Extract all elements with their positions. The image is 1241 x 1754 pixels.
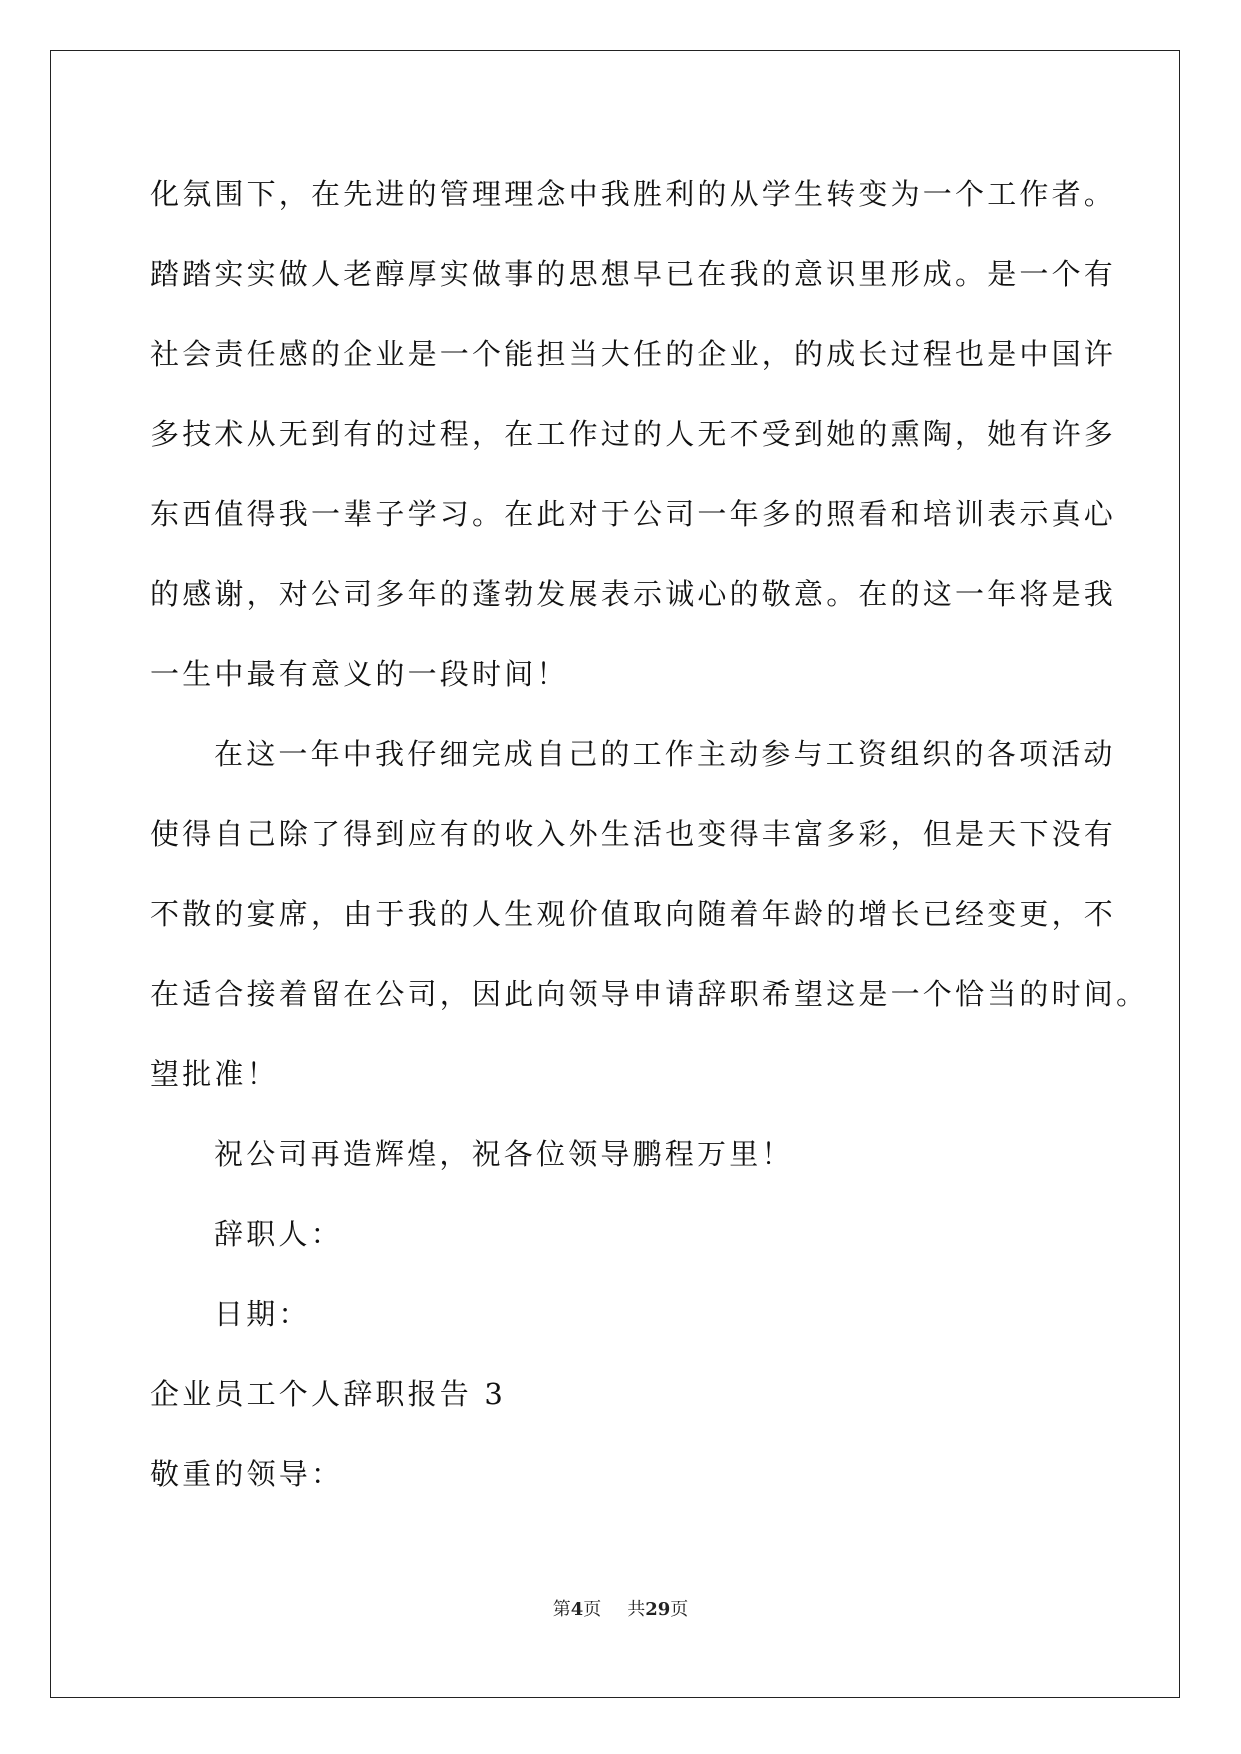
body-line-12: 望批准！ xyxy=(150,1057,279,1091)
body-line-7: 一生中最有意义的一段时间！ xyxy=(150,657,569,691)
salutation: 敬重的领导： xyxy=(150,1457,344,1491)
body-line-4: 多技术从无到有的过程，在工作过的人无不受到她的熏陶，她有许多 xyxy=(150,417,1117,451)
page-suffix: 页 xyxy=(583,1599,602,1620)
body-line-3: 社会责任感的企业是一个能担当大任的企业，的成长过程也是中国许 xyxy=(150,337,1117,371)
total-suffix: 页 xyxy=(670,1599,689,1620)
body-line-1: 化氛围下，在先进的管理理念中我胜利的从学生转变为一个工作者。 xyxy=(150,177,1117,211)
body-line-8: 在这一年中我仔细完成自己的工作主动参与工资组织的各项活动 xyxy=(214,737,1116,771)
section-title: 企业员工个人辞职报告 3 xyxy=(150,1377,507,1411)
body-line-6: 的感谢，对公司多年的蓬勃发展表示诚心的敬意。在的这一年将是我 xyxy=(150,577,1117,611)
total-pages: 29 xyxy=(645,1599,671,1620)
body-line-2: 踏踏实实做人老醇厚实做事的思想早已在我的意识里形成。是一个有 xyxy=(150,257,1117,291)
page-prefix: 第 xyxy=(552,1599,571,1620)
body-line-11: 在适合接着留在公司，因此向领导申请辞职希望这是一个恰当的时间。 xyxy=(150,977,1149,1011)
body-line-10: 不散的宴席，由于我的人生观价值取向随着年龄的增长已经变更，不 xyxy=(150,897,1117,931)
body-line-5: 东西值得我一辈子学习。在此对于公司一年多的照看和培训表示真心 xyxy=(150,497,1117,531)
page-number: 4 xyxy=(570,1599,584,1620)
date-label: 日期： xyxy=(214,1297,311,1331)
total-prefix: 共 xyxy=(627,1599,646,1620)
page-footer xyxy=(0,1595,1241,1621)
page-border xyxy=(50,50,1180,1698)
signature-label: 辞职人： xyxy=(214,1217,343,1251)
closing-wish: 祝公司再造辉煌，祝各位领导鹏程万里！ xyxy=(214,1137,794,1171)
body-line-9: 使得自己除了得到应有的收入外生活也变得丰富多彩，但是天下没有 xyxy=(150,817,1117,851)
